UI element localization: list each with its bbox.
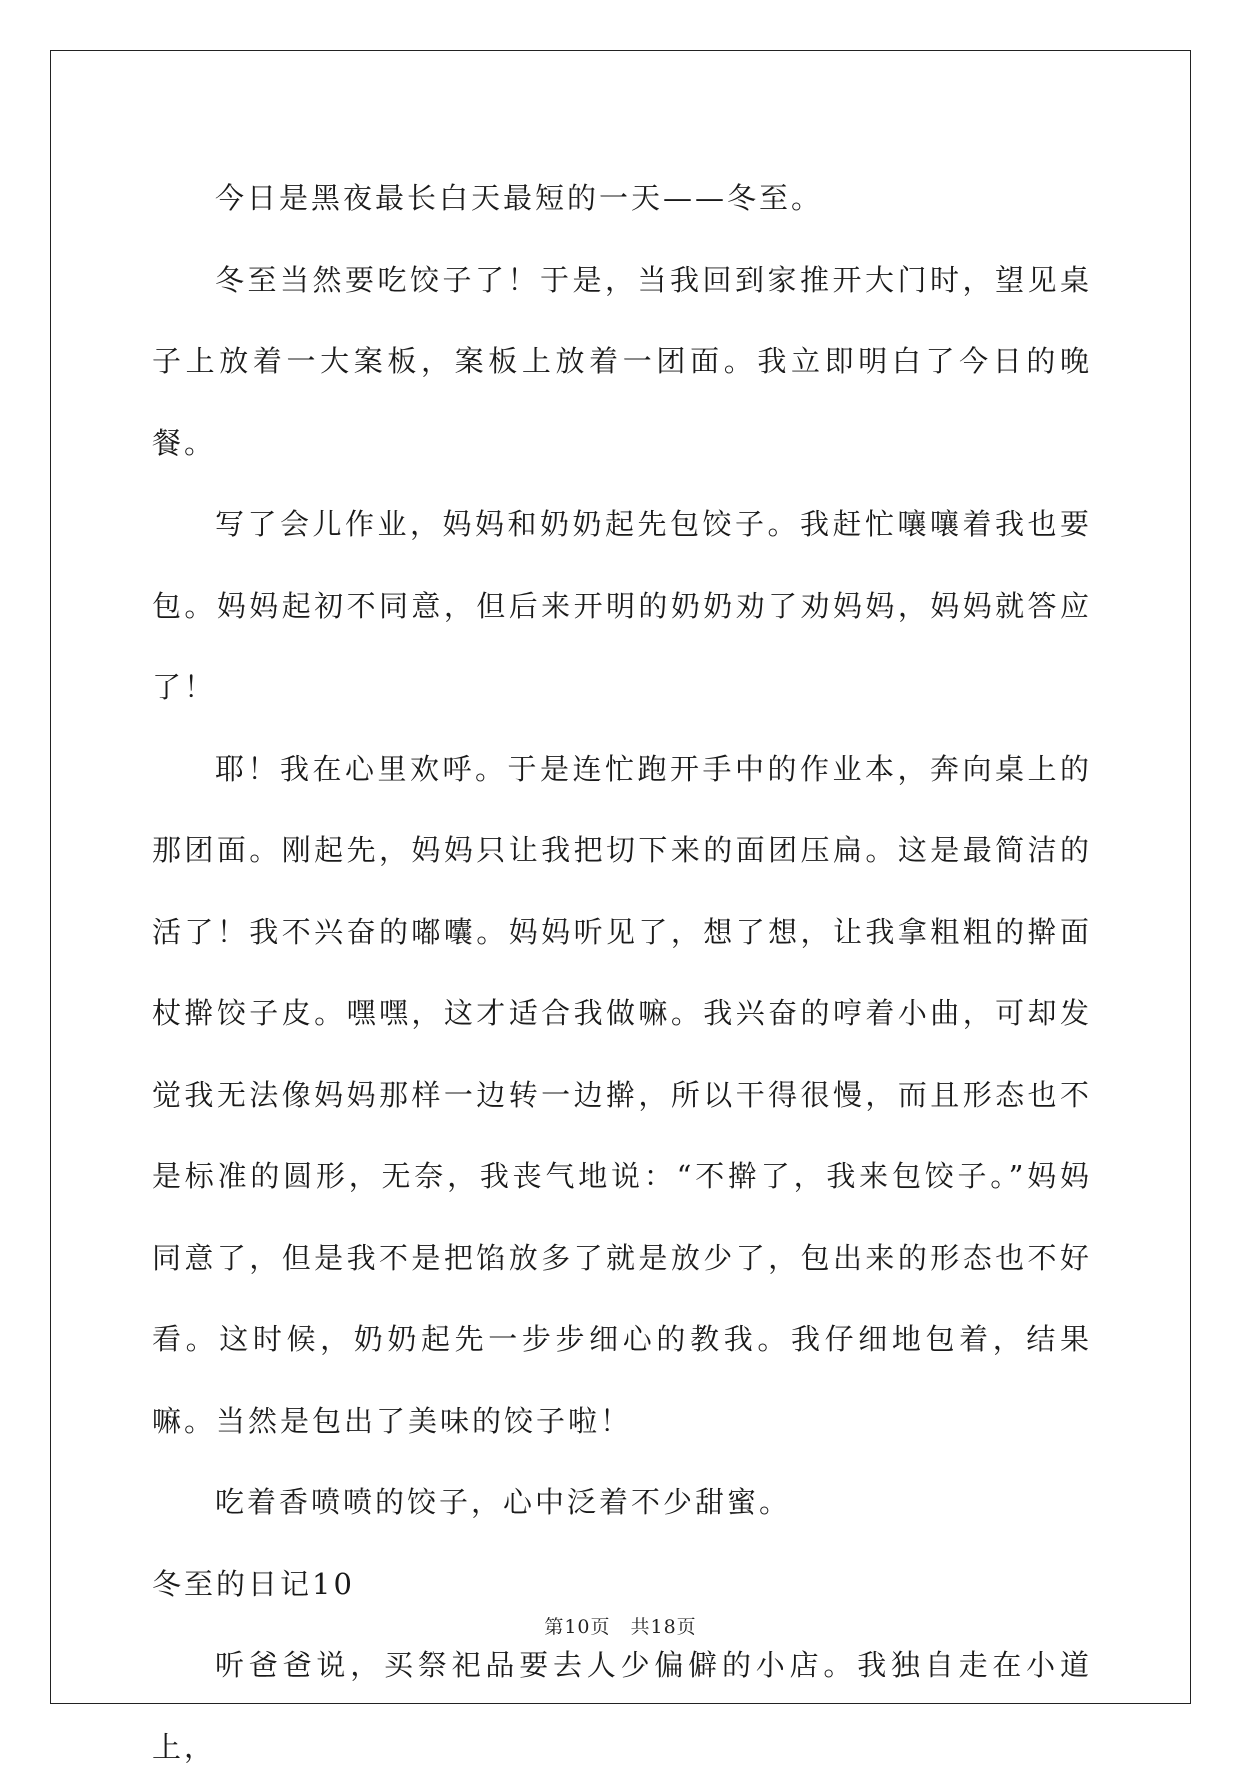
paragraph: 写了会儿作业，妈妈和奶奶起先包饺子。我赶忙嚷嚷着我也要包。妈妈起初不同意，但后来开明的奶奶劝了劝妈妈，妈妈就答应了！ — [152, 507, 1092, 704]
paragraph: 今日是黑夜最长白天最短的一天——冬至。 — [215, 181, 824, 215]
page-footer — [0, 1612, 1241, 1639]
paragraph: 耶！我在心里欢呼。于是连忙跑开手中的作业本，奔向桌上的那团面。刚起先，妈妈只让我把切下来的面团压扁。这是最简洁的活了！我不兴奋的嘟囔。妈妈听见了，想了想，让我拿粗粗的擀面杖擀饺子皮。嘿嘿，这才适合我做嘛。我兴奋的哼着小曲，可却发觉我无法像妈妈那样一边转一边擀，所以干得很慢，而且形态也不是标准的圆形，无奈，我丧气地说：“不擀了，我来包饺子。”妈妈同意了，但是我不是把馅放多了就是放少了，包出来的形态也不好看。这时候，奶奶起先一步步细心的教我。我仔细地包着，结果嘛。当然是包出了美味的饺子啦！ — [152, 751, 1092, 1438]
paragraph: 冬至当然要吃饺子了！于是，当我回到家推开大门时，望见桌子上放着一大案板，案板上放着一团面。我立即明白了今日的晚餐。 — [152, 262, 1092, 460]
paragraph: 吃着香喷喷的饺子，心中泛着不少甜蜜。 — [215, 1485, 792, 1519]
paragraph: 听爸爸说，买祭祀品要去人少偏僻的小店。我独自走在小道上， — [152, 1648, 1092, 1764]
page-total: 共18页 — [630, 1616, 697, 1638]
section-heading: 冬至的日记10 — [152, 1566, 355, 1601]
page-number: 第10页 — [544, 1616, 611, 1638]
document-body — [152, 158, 1092, 1788]
